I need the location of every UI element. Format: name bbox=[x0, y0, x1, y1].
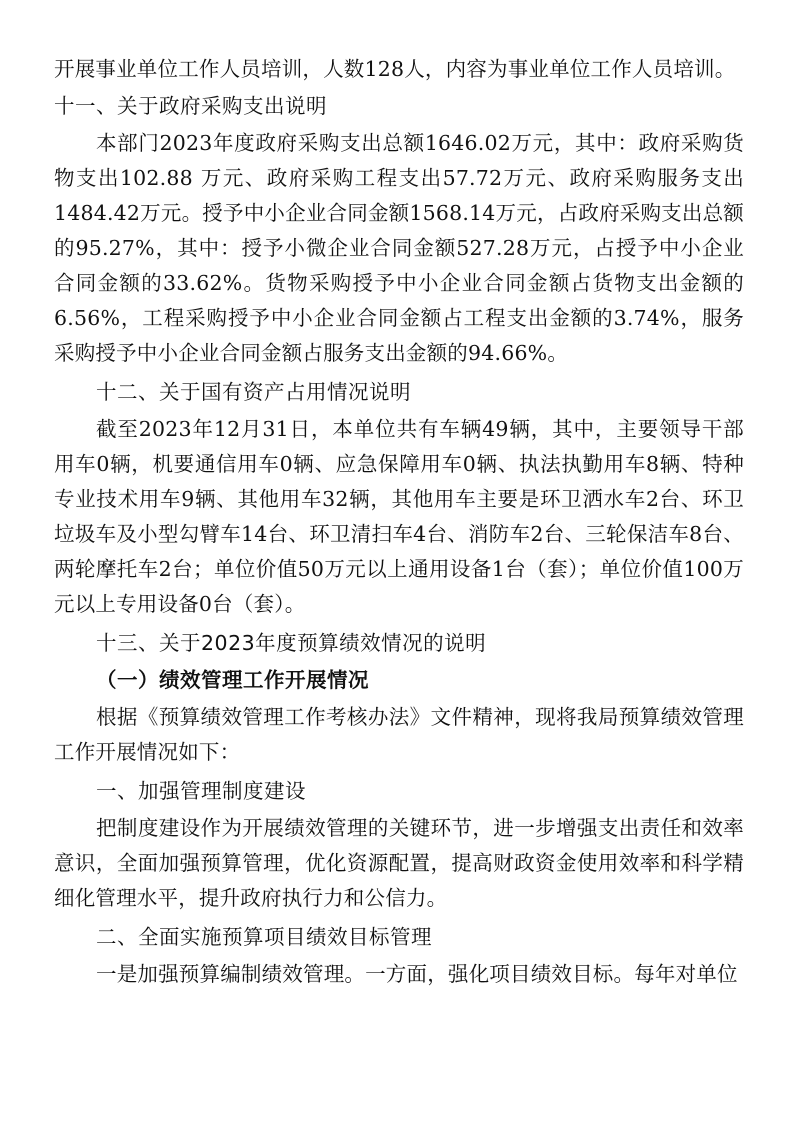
paragraph-goal-management: 一是加强预算编制绩效管理。一方面，强化项目绩效目标。每年对单位 bbox=[96, 962, 738, 986]
section-title-goal-management: 二、全面实施预算项目绩效目标管理 bbox=[96, 925, 432, 949]
paragraph-training: 开展事业单位工作人员培训，人数128人，内容为事业单位工作人员培训。 bbox=[54, 57, 736, 81]
heading-state-assets: 十二、关于国有资产占用情况说明 bbox=[96, 380, 411, 404]
document-page bbox=[54, 0, 744, 992]
heading-budget-performance: 十三、关于2023年度预算绩效情况的说明 bbox=[96, 631, 487, 655]
paragraph-state-assets: 截至2023年12月31日，本单位共有车辆49辆，其中，主要领导干部用车0辆，机要通信用车0辆、应急保障用车0辆、执法执勤用车8辆、特种专业技术用车9辆、其他用车32辆，其他用车主要是环卫洒水车2台、环卫垃圾车及小型勾臂车14台、环卫清扫车4台、消防车2台、三轮保洁车8台、两轮摩托车2台；单位价值50万元以上通用设备1台（套）；单位价值100万元以上专用设备0台（套）。 bbox=[54, 417, 744, 616]
paragraph-performance-intro: 根据《预算绩效管理工作考核办法》文件精神，现将我局预算绩效管理工作开展情况如下： bbox=[54, 705, 744, 764]
section-title-system-building: 一、加强管理制度建设 bbox=[96, 779, 306, 803]
paragraph-system-building: 把制度建设作为开展绩效管理的关键环节，进一步增强支出责任和效率意识，全面加强预算管理，优化资源配置，提高财政资金使用效率和科学精细化管理水平，提升政府执行力和公信力。 bbox=[54, 816, 744, 910]
paragraph-procurement: 本部门2023年度政府采购支出总额1646.02万元，其中：政府采购货物支出102.88 万元、政府采购工程支出57.72万元、政府采购服务支出1484.42万元。授予中小企业合同金额1568.14万元，占政府采购支出总额的95.27%，其中：授予小微企业合同金额527.28万元，占授予中小企业合同金额的33.62%。货物采购授予中小企业合同金额占货物支出金额的6.56%，工程采购授予中小企业合同金额占工程支出金额的3.74%，服务采购授予中小企业合同金额占服务支出金额的94.66%。 bbox=[54, 131, 744, 365]
heading-government-procurement: 十一、关于政府采购支出说明 bbox=[54, 94, 327, 118]
subheading-performance-management: （一）绩效管理工作开展情况 bbox=[96, 668, 369, 692]
